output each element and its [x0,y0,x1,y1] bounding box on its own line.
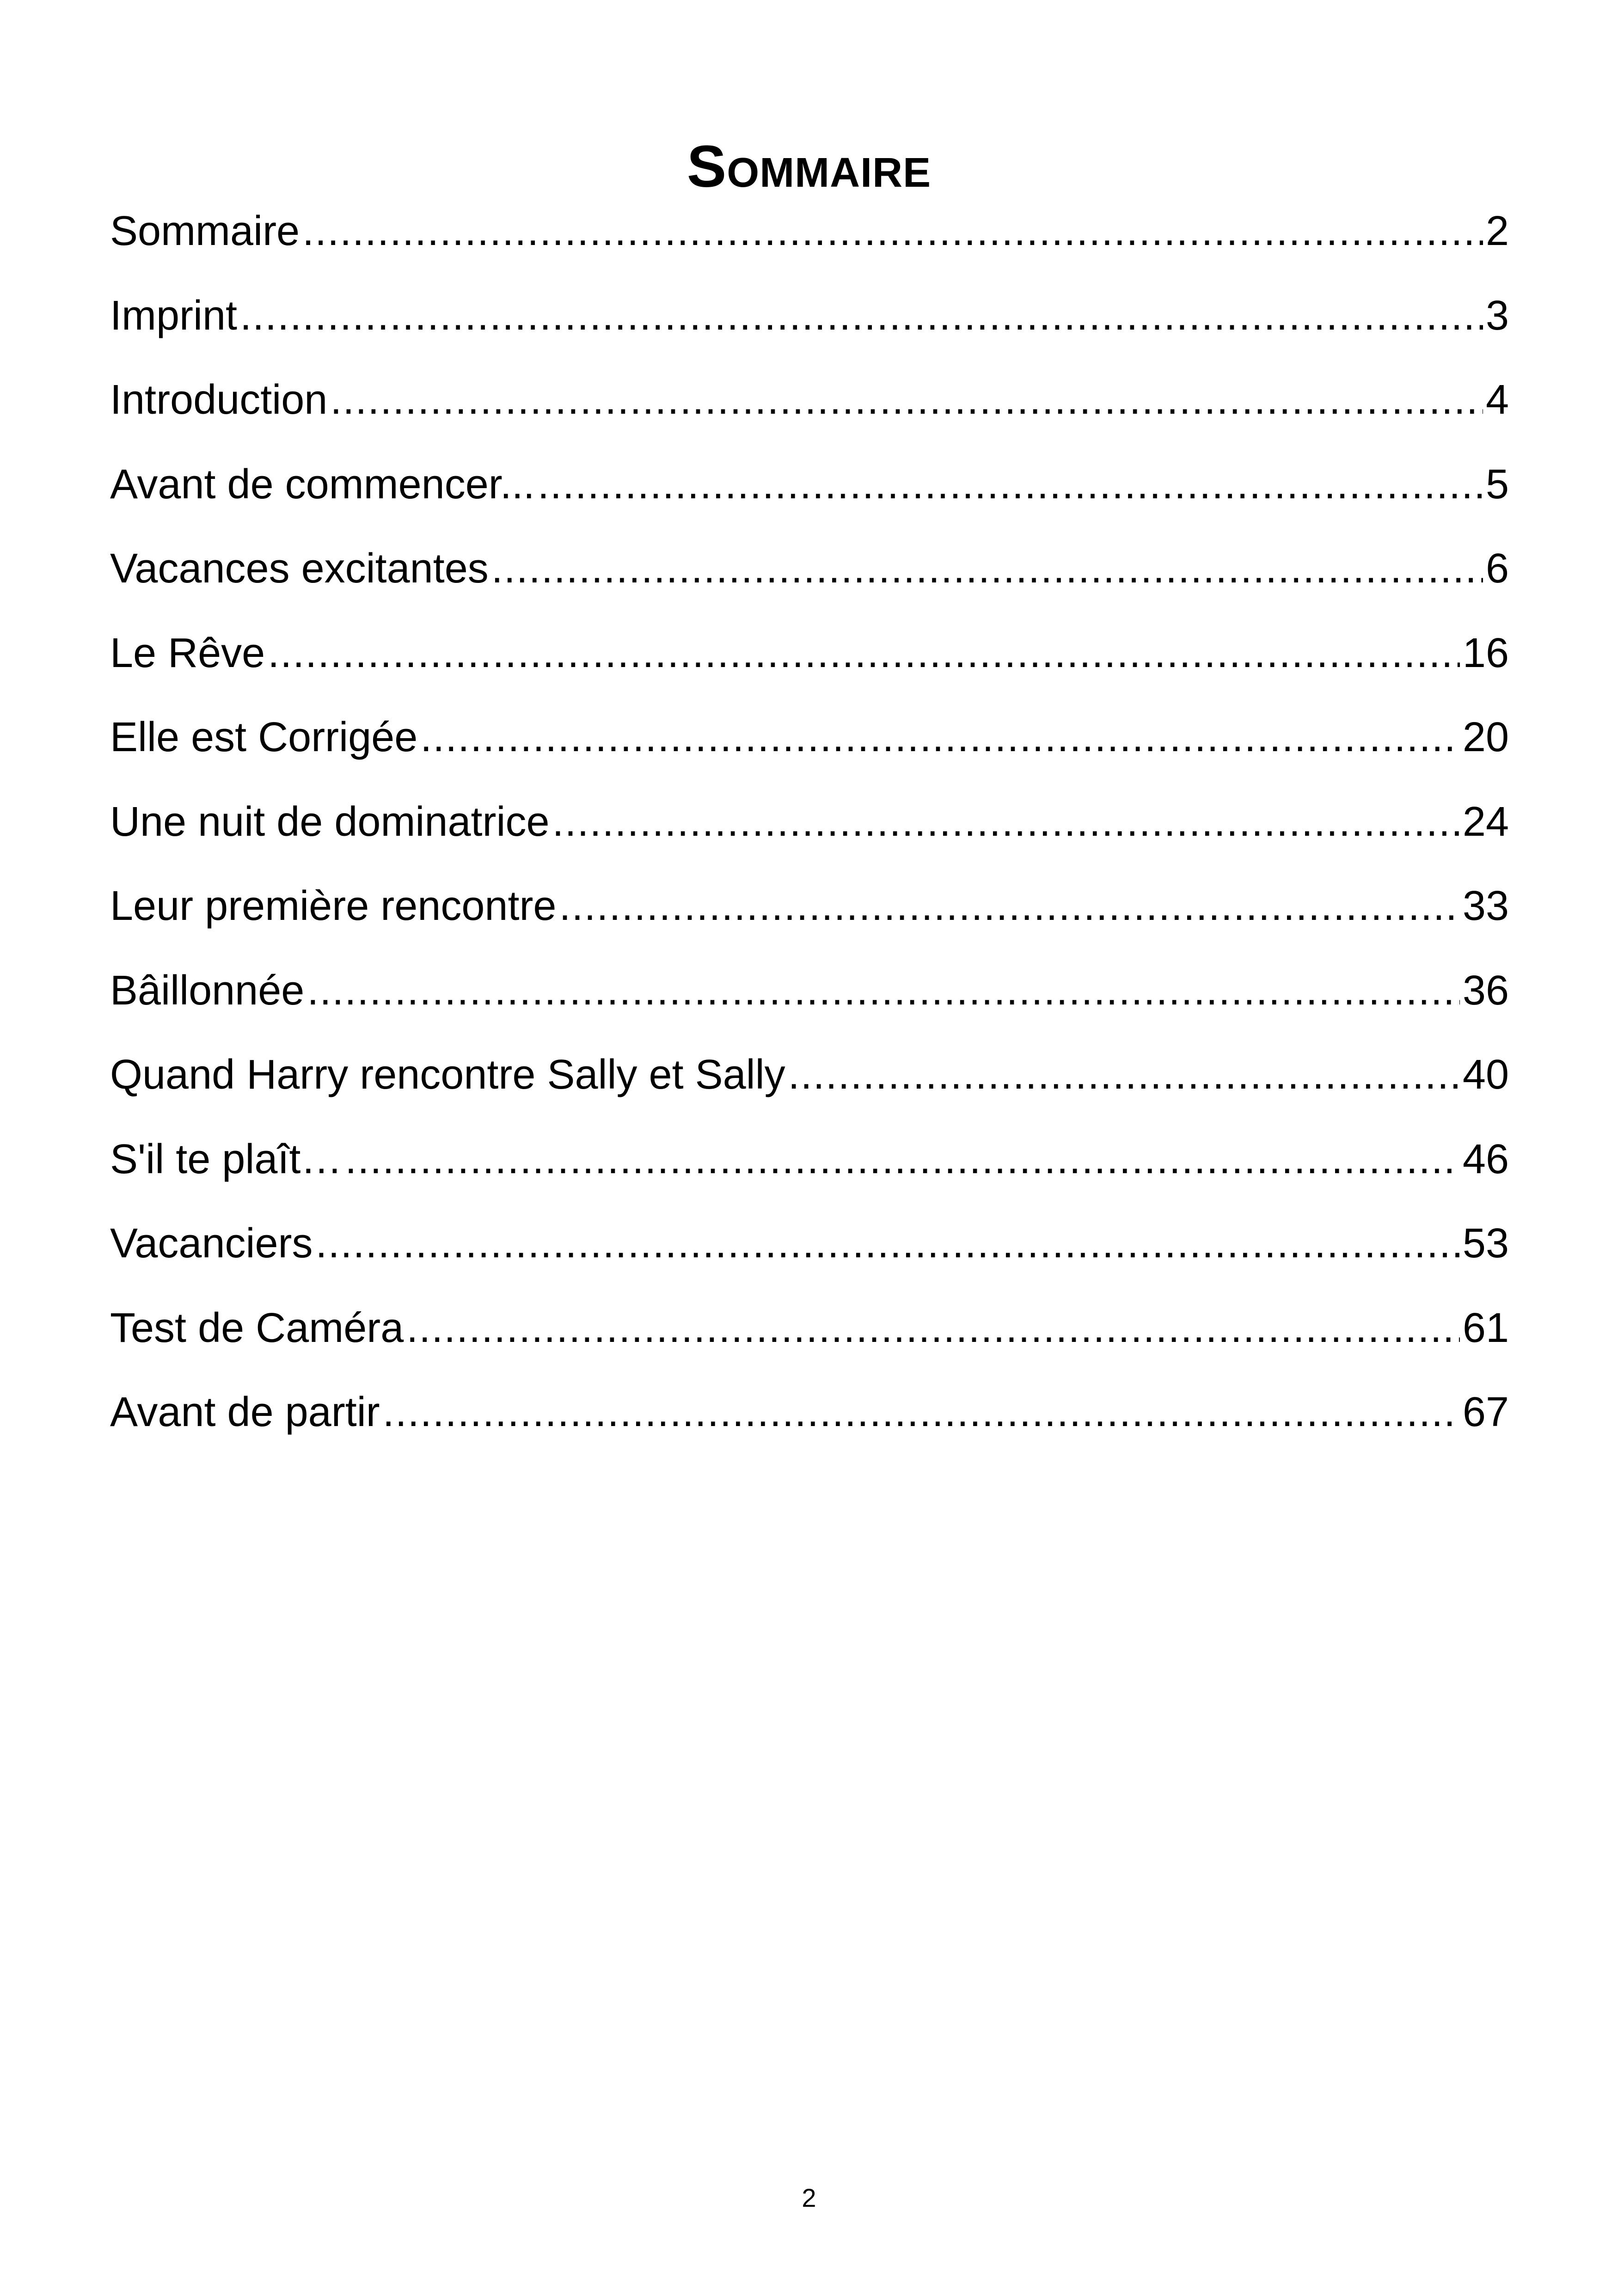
toc-entry[interactable] [110,1211,1509,1296]
dot-leader [559,874,1459,938]
toc-entry-title: Quand Harry rencontre Sally et Sally [110,1052,785,1098]
toc-entry-page: 40 [1462,1052,1509,1098]
toc-entry[interactable] [110,1042,1509,1127]
toc-entry[interactable] [110,621,1509,705]
toc-entry-page: 67 [1462,1389,1509,1435]
toc-entry[interactable] [110,199,1509,283]
toc-entry[interactable] [110,1296,1509,1380]
dot-leader [345,1127,1460,1192]
dot-leader [538,452,1483,517]
toc-entry-title: Leur première rencontre [110,883,557,929]
toc-entry-page: 46 [1462,1136,1509,1182]
toc-entry[interactable] [110,1127,1509,1212]
toc-entry[interactable] [110,452,1509,537]
dot-leader [316,1211,1460,1276]
toc-entry-title: S'il te plaît… [110,1136,343,1182]
dot-leader [268,621,1460,686]
toc-entry-title: Vacanciers [110,1220,313,1267]
toc-entry-page: 2 [1485,208,1509,254]
dot-leader [406,1296,1460,1360]
toc-entry-title: Test de Caméra [110,1304,404,1351]
toc-entry[interactable] [110,958,1509,1043]
dot-leader [788,1042,1460,1107]
toc-entry-title: Sommaire [110,208,300,254]
dot-leader [552,790,1460,854]
toc-entry-title: Avant de partir [110,1389,380,1435]
toc-entry[interactable] [110,705,1509,790]
toc-entry-page: 6 [1485,545,1509,592]
toc-entry[interactable] [110,367,1509,452]
toc-entry-title: Elle est Corrigée [110,714,418,760]
toc-entry-page: 36 [1462,967,1509,1014]
dot-leader [420,705,1460,770]
dot-leader [302,199,1483,263]
dot-leader [307,958,1460,1023]
toc-entry-title: Introduction [110,377,328,423]
toc-entry-title: Vacances excitantes [110,545,489,592]
toc-entry-page: 20 [1462,714,1509,760]
toc-entry-page: 53 [1462,1220,1509,1267]
toc-entry-page: 5 [1485,461,1509,508]
toc-entry-title: Une nuit de dominatrice [110,798,550,845]
dot-leader [330,367,1483,432]
toc-entry[interactable] [110,1380,1509,1464]
toc-entry-page: 16 [1462,630,1509,676]
toc-entry-page: 33 [1462,883,1509,929]
toc-entry-page: 3 [1485,292,1509,339]
toc-entry[interactable] [110,874,1509,958]
toc-entry-title: Le Rêve [110,630,265,676]
page-number: 2 [802,2183,816,2212]
table-of-contents [110,199,1509,1464]
toc-entry-title: Avant de commencer... [110,461,535,508]
toc-entry-title: Bâillonnée [110,967,305,1014]
dot-leader [240,283,1483,348]
toc-entry-title: Imprint [110,292,238,339]
toc-entry-page: 24 [1462,798,1509,845]
dot-leader [383,1380,1460,1445]
toc-entry[interactable] [110,790,1509,874]
toc-entry[interactable] [110,536,1509,621]
toc-entry[interactable] [110,283,1509,368]
toc-entry-page: 4 [1485,377,1509,423]
dot-leader [491,536,1483,601]
toc-entry-page: 61 [1462,1304,1509,1351]
page-title: Sommaire [686,133,932,200]
